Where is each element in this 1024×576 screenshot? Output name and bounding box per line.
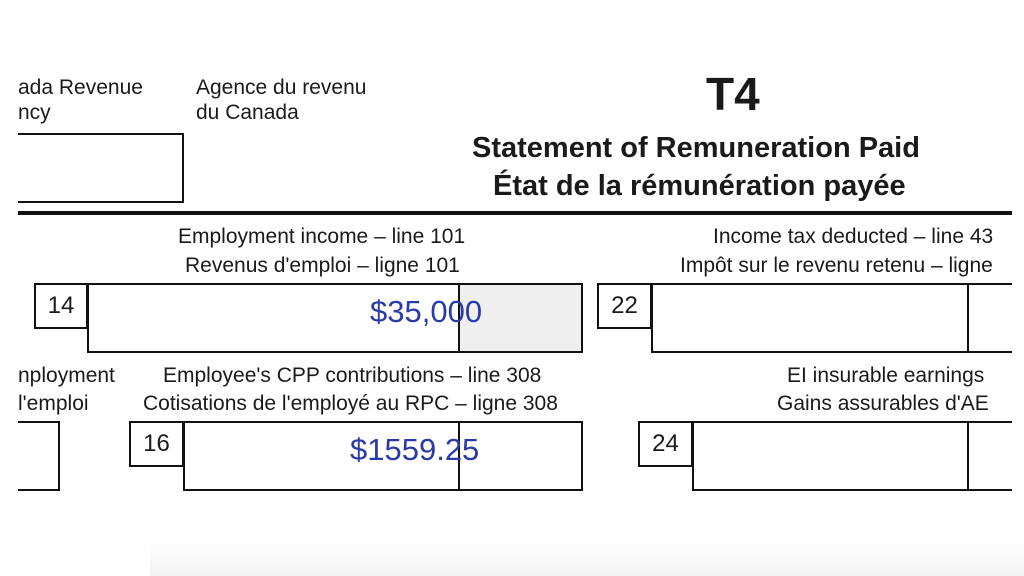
box16-value[interactable]: $1559.25	[350, 432, 480, 467]
form-title-en: Statement of Remuneration Paid	[472, 132, 920, 164]
partial-label-fr: l'emploi	[18, 392, 89, 415]
form-title-fr: État de la rémunération payée	[493, 170, 906, 202]
box16-label-fr: Cotisations de l'employé au RPC – ligne 308	[143, 392, 558, 415]
box24-number: 24	[638, 421, 693, 467]
box22-label-fr: Impôt sur le revenu retenu – ligne	[680, 254, 993, 277]
header-rule	[0, 211, 1024, 215]
box24-label-fr: Gains assurables d'AE	[777, 392, 989, 415]
box16-number: 16	[129, 421, 184, 467]
agency-name-en-line2: ncy	[18, 101, 51, 124]
right-margin	[1012, 0, 1024, 576]
form-code: T4	[706, 68, 760, 120]
agency-name-fr-line2: du Canada	[196, 101, 299, 124]
agency-name-en-line1: ada Revenue	[18, 76, 143, 99]
partial-label-en: nployment	[18, 364, 115, 387]
year-box[interactable]	[6, 133, 184, 203]
box14-label-fr: Revenus d'emploi – ligne 101	[185, 254, 460, 277]
box14-value[interactable]: $35,000	[370, 294, 483, 329]
agency-name-fr-line1: Agence du revenu	[196, 76, 367, 99]
box16-label-en: Employee's CPP contributions – line 308	[163, 364, 542, 387]
box22-label-en: Income tax deducted – line 43	[713, 225, 994, 248]
box24-divider	[967, 423, 969, 489]
left-margin	[0, 0, 18, 576]
bottom-shadow	[150, 540, 1024, 576]
box14-number: 14	[34, 283, 88, 329]
box22-divider	[967, 285, 969, 351]
box22-number: 22	[597, 283, 652, 329]
box24-field[interactable]	[692, 421, 1024, 491]
box14-label-en: Employment income – line 101	[178, 225, 466, 248]
box24-label-en: EI insurable earnings	[787, 364, 985, 387]
